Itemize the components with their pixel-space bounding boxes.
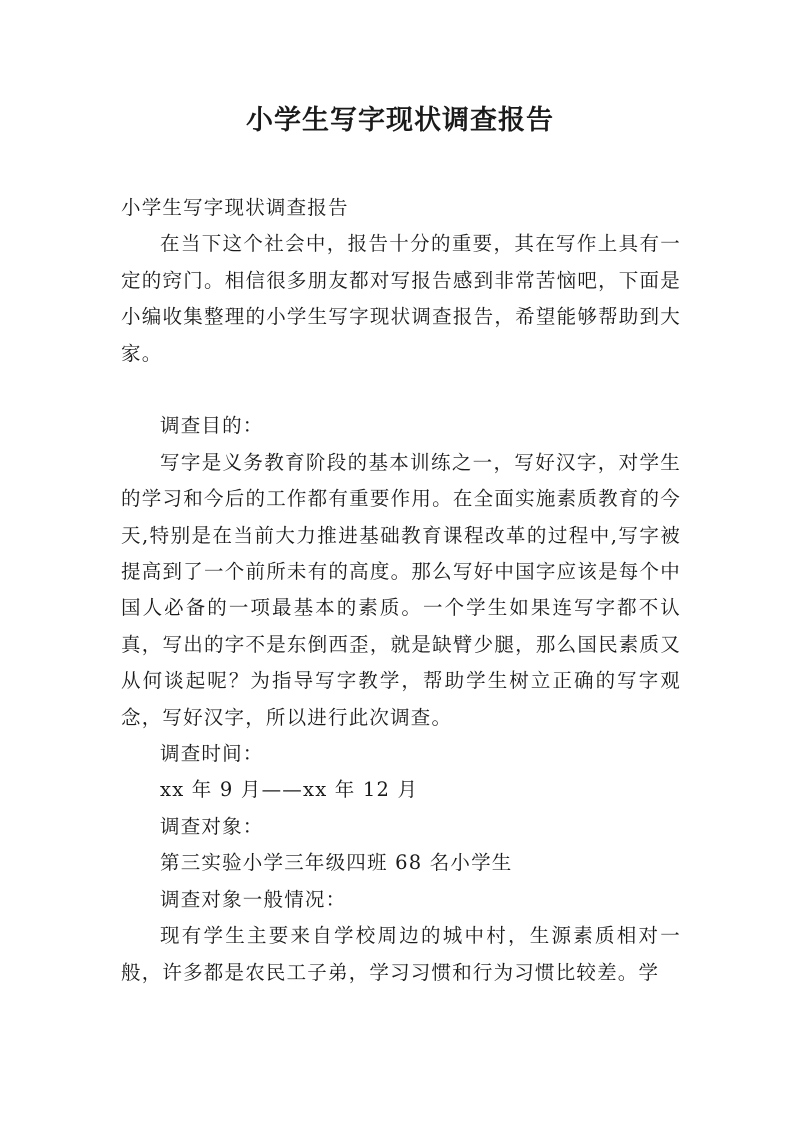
intro-paragraph: 在当下这个社会中，报告十分的重要，其在写作上具有一定的窍门。相信很多朋友都对写报告感到非常苦恼吧，下面是小编收集整理的小学生写字现状调查报告，希望能够帮助到大家。	[121, 232, 681, 365]
object-text: 第三实验小学三年级四班 68 名小学生	[160, 851, 513, 875]
document-title: 小学生写字现状调查报告	[246, 105, 554, 136]
situation-heading: 调查对象一般情况：	[160, 887, 347, 911]
purpose-paragraph: 写字是义务教育阶段的基本训练之一，写好汉字，对学生的学习和今后的工作都有重要作用。在全面实施素质教育的今天,特别是在当前大力推进基础教育课程改革的过程中,写字被提高到了一个前所未有的高度。那么写好中国字应该是每个中国人必备的一项最基本的素质。一个学生如果连写字都不认真，写出的字不是东倒西歪，就是缺臂少腿，那么国民素质又从何谈起呢？为指导写字教学，帮助学生树立正确的写字观念，写好汉字，所以进行此次调查。	[121, 450, 681, 729]
situation-paragraph: 现有学生主要来自学校周边的城中村，生源素质相对一般，许多都是农民工子弟，学习习惯和行为习惯比较差。学	[121, 924, 681, 984]
time-heading: 调查时间：	[160, 742, 264, 766]
paragraph-gap	[121, 372, 681, 408]
object-heading: 调查对象：	[160, 814, 264, 838]
document-body	[121, 190, 681, 991]
time-text: xx 年 9 月——xx 年 12 月	[160, 778, 419, 802]
document-subtitle: 小学生写字现状调查报告	[121, 196, 349, 219]
purpose-heading: 调查目的：	[160, 414, 264, 438]
